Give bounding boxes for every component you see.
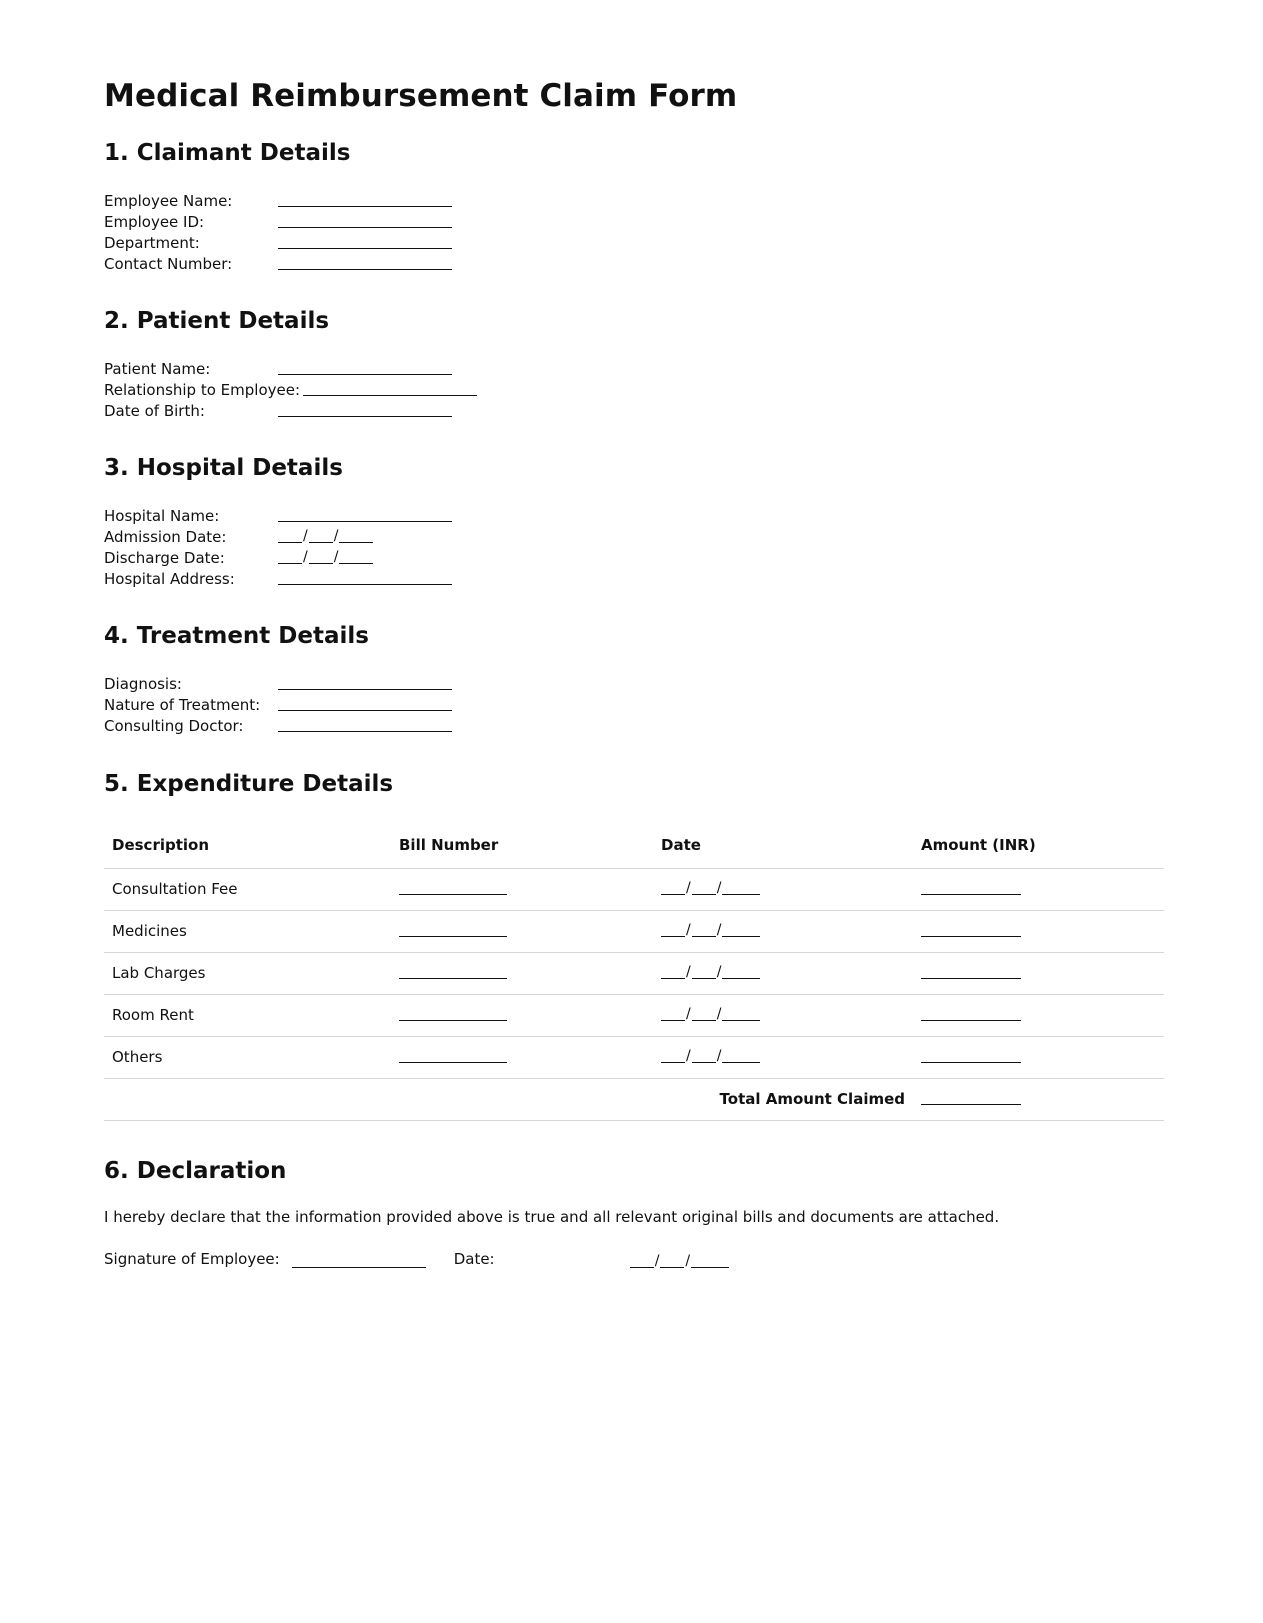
amount-blank[interactable] [921,922,1021,937]
amount-blank[interactable] [921,1006,1021,1021]
employee-name-blank[interactable] [278,191,452,207]
total-amount-blank[interactable] [921,1090,1021,1105]
patient-name-blank[interactable] [278,359,452,375]
diagnosis-blank[interactable] [278,674,452,690]
field-employee-name [104,191,452,212]
field-label: Employee ID: [104,213,205,231]
signature-label: Signature of Employee: [104,1250,280,1268]
field-label: Department: [104,234,200,252]
column-header-description: Description [104,822,391,868]
column-header-bill-number: Bill Number [391,822,653,868]
field-admission-date [104,527,452,548]
date-blank[interactable]: / / [661,1006,760,1021]
field-label: Relationship to Employee: [104,381,301,399]
field-label: Discharge Date: [104,549,225,567]
field-label: Date of Birth: [104,402,205,420]
field-label: Patient Name: [104,360,211,378]
expenditure-section-heading: 5. Expenditure Details [104,771,394,797]
row-description: Room Rent [104,994,391,1036]
consulting-doctor-blank[interactable] [278,716,452,732]
field-diagnosis [104,674,452,695]
field-patient-name [104,359,477,380]
field-label: Nature of Treatment: [104,696,261,714]
date-blank[interactable]: / / [661,964,760,979]
field-employee-id [104,212,452,233]
table-header-row [104,822,1164,868]
hospital-fields [104,506,452,590]
date-blank[interactable]: / / [661,880,760,895]
field-label: Hospital Name: [104,507,220,525]
row-description: Others [104,1036,391,1078]
form-title: Medical Reimbursement Claim Form [104,78,738,114]
date-blank[interactable]: / / [661,922,760,937]
bill-number-blank[interactable] [399,880,507,895]
table-row [104,910,1164,952]
claimant-section-heading: 1. Claimant Details [104,140,351,166]
row-description: Medicines [104,910,391,952]
discharge-date-blank[interactable]: / / [278,548,373,564]
amount-blank[interactable] [921,964,1021,979]
field-label: Hospital Address: [104,570,235,588]
patient-fields [104,359,477,422]
field-label: Employee Name: [104,192,233,210]
hospital-name-blank[interactable] [278,506,452,522]
declaration-date-label: Date: [453,1250,495,1268]
bill-number-blank[interactable] [399,922,507,937]
table-row [104,1036,1164,1078]
field-nature-of-treatment [104,695,452,716]
declaration-date-blank[interactable]: / / [630,1252,729,1268]
column-header-date: Date [653,822,913,868]
claimant-fields [104,191,452,275]
relationship-blank[interactable] [303,380,477,396]
field-department [104,233,452,254]
row-description: Consultation Fee [104,868,391,910]
amount-blank[interactable] [921,880,1021,895]
admission-date-blank[interactable]: / / [278,527,373,543]
department-blank[interactable] [278,233,452,249]
amount-blank[interactable] [921,1048,1021,1063]
field-hospital-address [104,569,452,590]
date-blank[interactable]: / / [661,1048,760,1063]
bill-number-blank[interactable] [399,1006,507,1021]
field-contact-number [104,254,452,275]
hospital-address-blank[interactable] [278,569,452,585]
field-consulting-doctor [104,716,452,737]
field-label: Contact Number: [104,255,233,273]
total-amount-label: Total Amount Claimed [104,1078,913,1120]
nature-of-treatment-blank[interactable] [278,695,452,711]
field-label: Diagnosis: [104,675,182,693]
date-of-birth-blank[interactable] [278,401,452,417]
treatment-fields [104,674,452,737]
table-row [104,994,1164,1036]
employee-id-blank[interactable] [278,212,452,228]
field-date-of-birth [104,401,477,422]
field-label: Consulting Doctor: [104,717,244,735]
column-header-amount: Amount (INR) [913,822,1164,868]
total-row [104,1078,1164,1120]
row-description: Lab Charges [104,952,391,994]
table-row [104,868,1164,910]
declaration-text: I hereby declare that the information provided above is true and all relevant original bills and documents are attached. [104,1208,1000,1226]
table-row [104,952,1164,994]
declaration-section-heading: 6. Declaration [104,1158,287,1184]
contact-number-blank[interactable] [278,254,452,270]
signature-blank[interactable] [292,1252,426,1268]
field-relationship [104,380,477,401]
hospital-section-heading: 3. Hospital Details [104,455,343,481]
bill-number-blank[interactable] [399,964,507,979]
expenditure-table [104,822,1164,1121]
field-label: Admission Date: [104,528,227,546]
field-discharge-date [104,548,452,569]
treatment-section-heading: 4. Treatment Details [104,623,369,649]
field-hospital-name [104,506,452,527]
bill-number-blank[interactable] [399,1048,507,1063]
patient-section-heading: 2. Patient Details [104,308,330,334]
signature-row [104,1250,729,1268]
